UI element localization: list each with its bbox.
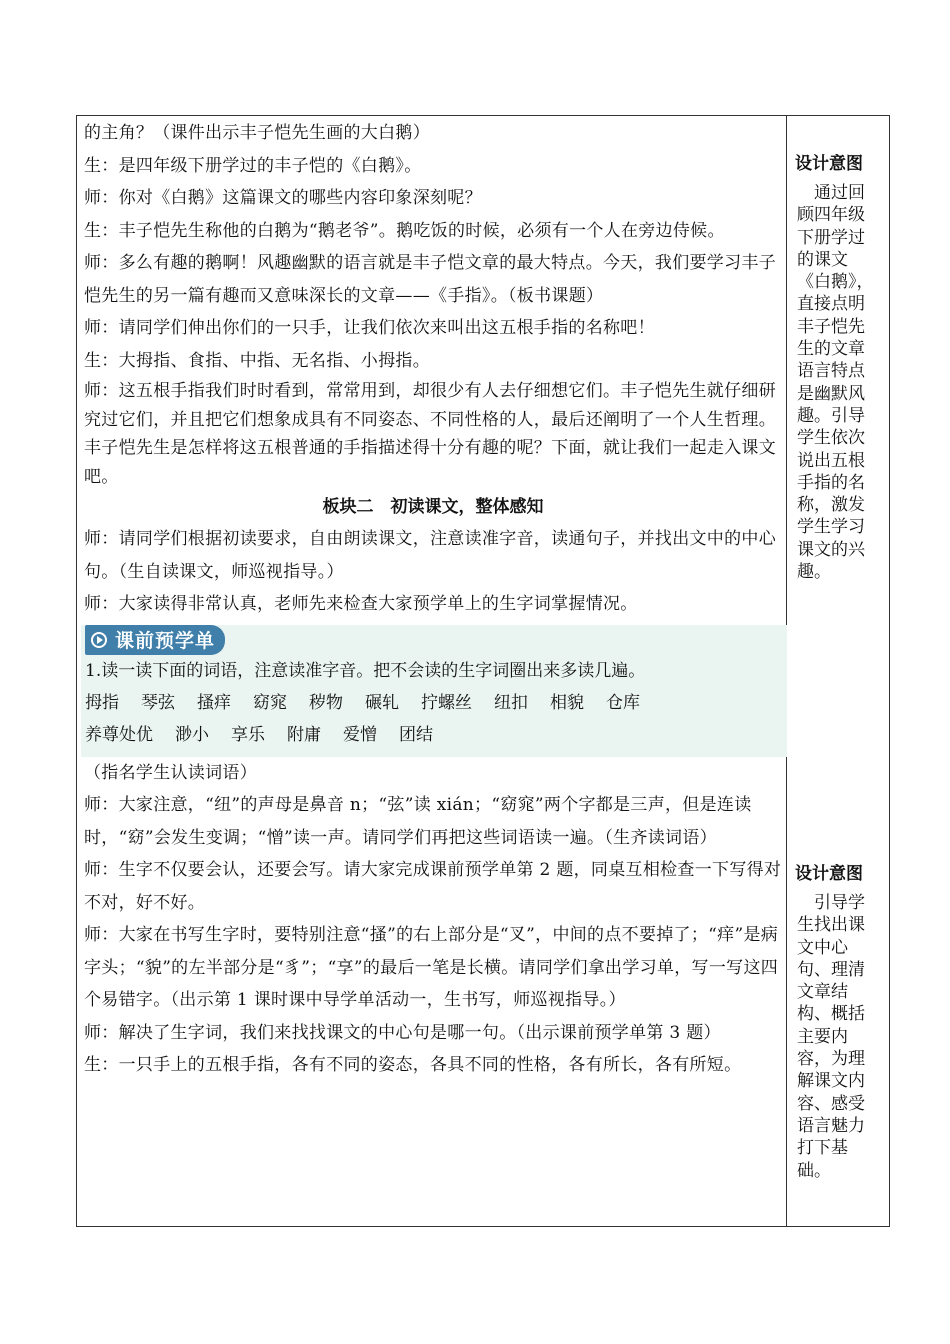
play-circle-icon — [91, 632, 107, 648]
paragraph: 师：你对《白鹅》这篇课文的哪些内容印象深刻呢？ — [84, 188, 482, 208]
word: 秽物 — [309, 692, 343, 713]
word-list-row — [85, 687, 781, 719]
design-intent-text: 引导学生找出课文中心句、理清文章结构、概括主要内容，为理解课文内容、感受语言魅力打下基础。 — [797, 893, 865, 1181]
preview-worksheet-tag — [85, 625, 225, 655]
paragraph: 生：大拇指、食指、中指、无名指、小拇指。 — [84, 350, 430, 371]
word: 相貌 — [550, 692, 584, 713]
paragraph: 师：大家读得非常认真，老师先来检查大家预学单上的生字词掌握情况。 — [84, 594, 638, 614]
design-intent-text: 通过回顾四年级下册学过的课文《白鹅》，直接点明丰子恺先生的文章语言特点是幽默风趣。引导学生依次说出五根手指的名称，激发学生学习课文的兴趣。 — [797, 183, 874, 583]
word: 碾轧 — [365, 692, 399, 713]
paragraph: 师：生字不仅要会认，还要会写。请大家完成课前预学单第 2 题，同桌互相检查一下写得对不对，好不好。 — [84, 860, 782, 913]
word: 享乐 — [231, 724, 265, 745]
section-heading: 板块二 初读课文，整体感知 — [322, 497, 544, 517]
paragraph: 师：大家注意，“纽”的声母是鼻音 n；“弦”读 xián；“窈窕”两个字都是三声，但是连读时，“窈”会发生变调；“憎”读一声。请同学们再把这些词语读一遍。（生齐读词语） — [84, 795, 752, 848]
word: 团结 — [399, 724, 433, 745]
paragraph: 师：请同学们根据初读要求，自由朗读课文，注意读准字音，读通句子，并找出文中的中心句。（生自读课文，师巡视指导。） — [84, 529, 776, 582]
tag-label: 课前预学单 — [115, 630, 216, 652]
word: 附庸 — [287, 724, 321, 745]
worksheet-instruction: 1.读一读下面的词语，注意读准字音。把不会读的生字词圈出来多读几遍。 — [85, 660, 646, 681]
paragraph: 师：多么有趣的鹅啊！风趣幽默的语言就是丰子恺文章的最大特点。今天，我们要学习丰子恺先生的另一篇有趣而又意味深长的文章——《手指》。（板书课题） — [84, 253, 776, 306]
paragraph: 生：丰子恺先生称他的白鹅为“鹅老爷”。鹅吃饭的时候，必须有一个人在旁边侍候。 — [84, 220, 725, 241]
paragraph: 师：大家在书写生字时，要特别注意“搔”的右上部分是“叉”，中间的点不要掉了；“痒”是病字头；“貌”的左半部分是“豸”；“享”的最后一笔是长横。请同学们拿出学习单，写一写这四个易错字。（出示第 1 课时课中导学单活动一，生书写，师巡视指导。） — [84, 925, 779, 1010]
paragraph: 师：请同学们伸出你们的一只手，让我们依次来叫出这五根手指的名称吧！ — [84, 318, 655, 338]
word: 爱憎 — [343, 724, 377, 745]
word: 拧螺丝 — [421, 692, 472, 713]
lesson-content — [84, 117, 782, 1082]
word: 琴弦 — [141, 692, 175, 713]
paragraph: （指名学生认读词语） — [84, 762, 257, 783]
preview-worksheet-box — [81, 625, 787, 757]
word-list-row — [85, 719, 781, 751]
paragraph: 的主角？（课件出示丰子恺先生画的大白鹅） — [84, 123, 430, 143]
design-intent-title: 设计意图 — [795, 864, 863, 884]
word: 窈窕 — [253, 692, 287, 713]
word: 纽扣 — [494, 692, 528, 713]
design-intent-note-1 — [793, 152, 879, 583]
word: 拇指 — [85, 692, 119, 713]
design-intent-note-2 — [793, 862, 879, 1182]
paragraph: 生：是四年级下册学过的丰子恺的《白鹅》。 — [84, 155, 422, 176]
word: 养尊处优 — [85, 724, 153, 745]
word: 渺小 — [175, 724, 209, 745]
paragraph: 师：解决了生字词，我们来找找课文的中心句是哪一句。（出示课前预学单第 3 题） — [84, 1022, 721, 1043]
paragraph: 师：这五根手指我们时时看到，常常用到，却很少有人去仔细想它们。丰子恺先生就仔细研究过它们，并且把它们想象成具有不同姿态、不同性格的人，最后还阐明了一个人生哲理。丰子恺先生是怎样将这五根普通的手指描述得十分有趣的呢？下面，就让我们一起走入课文吧。 — [84, 381, 776, 487]
design-intent-title: 设计意图 — [795, 154, 863, 174]
word: 仓库 — [606, 692, 640, 713]
word: 搔痒 — [197, 692, 231, 713]
paragraph: 生：一只手上的五根手指，各有不同的姿态，各具不同的性格，各有所长，各有所短。 — [84, 1055, 742, 1075]
